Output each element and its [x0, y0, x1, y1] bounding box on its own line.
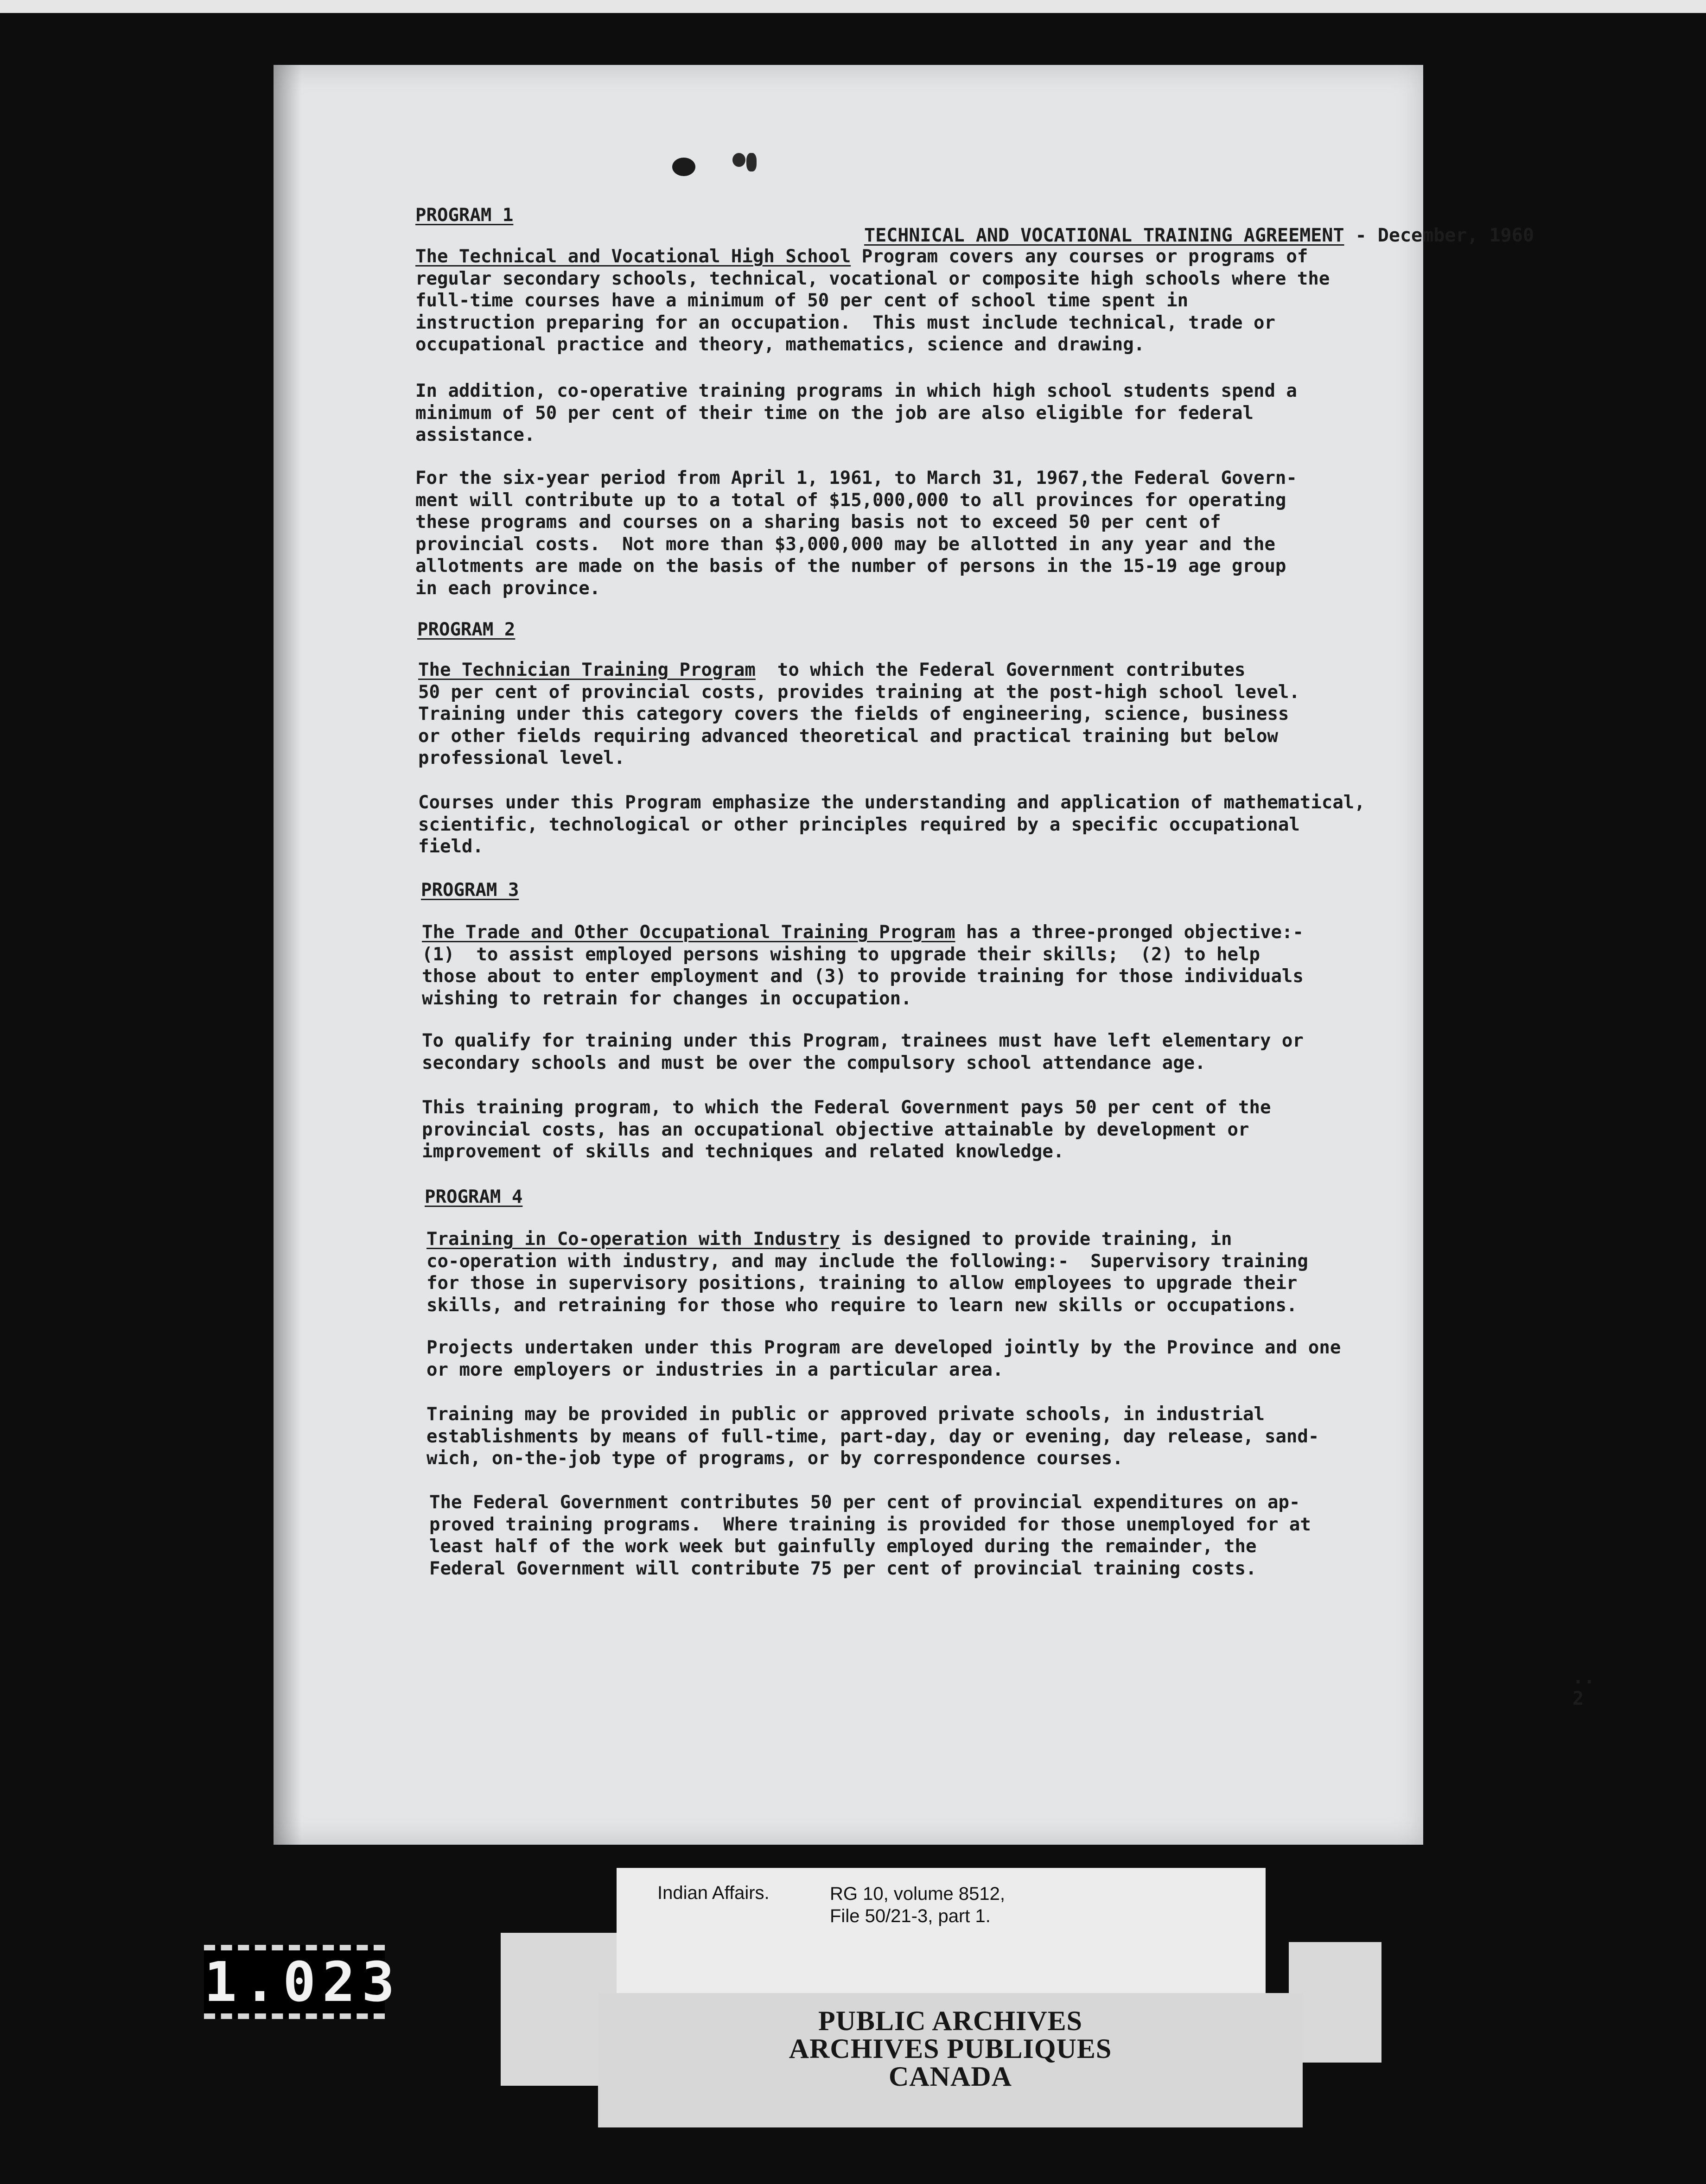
program-4-title: Training in Co-operation with Industry — [426, 1229, 840, 1250]
program-2-paragraph-2: Courses under this Program emphasize the understanding and application of mathematical, scientific, technological or other principles required by a specific occupational field. — [418, 792, 1365, 857]
document-title: TECHNICAL AND VOCATIONAL TRAINING AGREEMENT — [864, 225, 1344, 246]
program-3-paragraph-2: To qualify for training under this Program, trainees must have left elementary or secondary schools and must be over the compulsory school attendance age. — [422, 1030, 1304, 1073]
archive-reference: RG 10, volume 8512, File 50/21-3, part 1. — [830, 1884, 1005, 1926]
program-3-paragraph-3: This training program, to which the Federal Government pays 50 per cent of the provincial costs, has an occupational objective attainable by development or improvement of skills and techniques and related knowledge. — [422, 1097, 1271, 1162]
document-date: - December, 1960 — [1344, 225, 1534, 246]
program-1-paragraph-3: For the six-year period from April 1, 1961, to March 31, 1967,the Federal Govern- ment will contribute up to a total of $15,000,000 to all provinces for operating these programs and courses on a sharing basis not to exceed 50 per cent of provincial costs. Not more than $3,000,000 may be allotted in any year and the allotments are made on the basis of the number of persons in the 15-19 age group in each province. — [415, 468, 1297, 599]
stamp-line-2: ARCHIVES PUBLIQUES — [789, 2033, 1112, 2064]
program-3-heading: PROGRAM 3 — [421, 880, 519, 901]
program-2-paragraph-1 — [418, 659, 1300, 769]
program-1-text: Program covers any courses or programs of regular secondary schools, technical, vocational or composite high schools where the full-time courses have a minimum of 50 per cent of school time spent in instruction preparing for an occupation. This must include technical, trade or occupational practice and theory, mathematics, science and drawing. — [415, 246, 1330, 355]
program-4-paragraph-4: The Federal Government contributes 50 per cent of provincial expenditures on ap- proved training programs. Where training is provided for those unemployed for at least half of the work week but gainfully employed during the remainder, the Federal Government will contribute 75 per cent of provincial training costs. — [429, 1492, 1311, 1579]
program-1-title: The Technical and Vocational High School — [415, 246, 851, 267]
program-3-paragraph-1 — [422, 921, 1304, 1009]
program-4-heading: PROGRAM 4 — [425, 1187, 523, 1207]
stamp-line-3: CANADA — [889, 2061, 1012, 2092]
program-2-heading: PROGRAM 2 — [417, 619, 516, 640]
program-2-title: The Technician Training Program — [418, 660, 756, 680]
archive-source: Indian Affairs. — [657, 1883, 770, 1903]
program-4-text: is designed to provide training, in co-operation with industry, and may include the following:- Supervisory training for those in supervisory positions, training to allow employees to upgrade their skills, and retraining for those who require to learn new skills or occupations. — [426, 1229, 1308, 1316]
program-1-paragraph-1 — [415, 246, 1330, 356]
program-3-text: has a three-pronged objective:- (1) to assist employed persons wishing to upgrade their skills; (2) to help those about to enter employment and (3) to provide training for those individuals wishing to retrain for changes in occupation. — [422, 922, 1304, 1009]
program-4-paragraph-2: Projects undertaken under this Program are developed jointly by the Province and one or more employers or industries in a particular area. — [426, 1337, 1341, 1380]
program-3-title: The Trade and Other Occupational Training Program — [422, 922, 955, 943]
label-tab-right — [1289, 1942, 1381, 2063]
film-edge — [0, 0, 1706, 13]
program-4-paragraph-1 — [426, 1228, 1308, 1316]
program-1-heading: PROGRAM 1 — [415, 205, 514, 226]
stamp-line-1: PUBLIC ARCHIVES — [818, 2006, 1083, 2036]
document-title-line — [864, 225, 1534, 246]
document-page — [274, 65, 1595, 1845]
program-4-paragraph-3: Training may be provided in public or approved private schools, in industrial establishments by means of full-time, part-day, day or evening, day release, sand- wich, on-the-job type of programs, or by correspondence courses. — [426, 1404, 1319, 1469]
program-2-text: to which the Federal Government contributes 50 per cent of provincial costs, provides training at the post-high school level. Training under this category covers the fields of engineering, science, business or other fields requiring advanced theoretical and practical training but below professional level. — [418, 660, 1300, 768]
film-frame-counter: 1.023 — [204, 1945, 385, 2019]
page-number: .. 2 — [1572, 1667, 1595, 1709]
document-text — [274, 65, 1595, 1845]
program-1-paragraph-2: In addition, co-operative training programs in which high school students spend a minimum of 50 per cent of their time on the job are also eligible for federal assistance. — [415, 381, 1297, 445]
archive-stamp — [598, 2007, 1303, 2090]
